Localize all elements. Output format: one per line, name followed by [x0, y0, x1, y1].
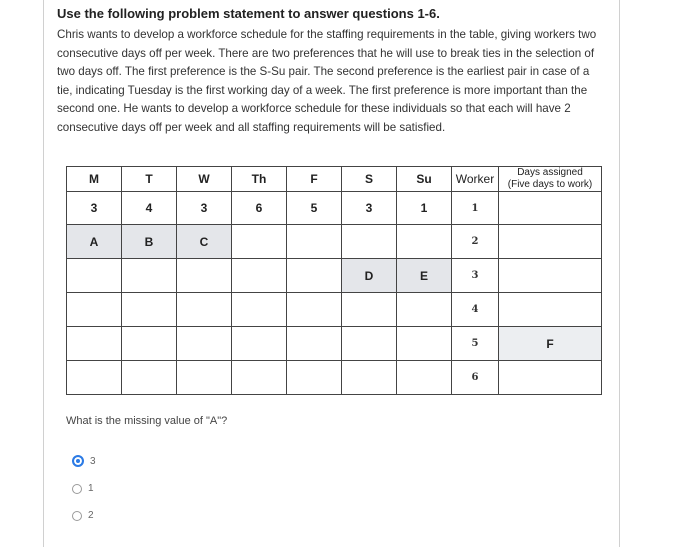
schedule-cell [342, 293, 397, 327]
days-assigned-cell [499, 225, 602, 259]
schedule-cell-c: C [177, 225, 232, 259]
days-assigned-cell [499, 293, 602, 327]
worker-number-cell: 3 [452, 259, 499, 293]
schedule-cell [122, 327, 177, 361]
schedule-cell-a: A [67, 225, 122, 259]
schedule-cell [122, 361, 177, 395]
schedule-table [66, 166, 602, 395]
answer-option-2[interactable] [72, 510, 94, 521]
schedule-cell [287, 293, 342, 327]
worker-number-cell: 6 [452, 361, 499, 395]
schedule-cell [177, 361, 232, 395]
schedule-cell [287, 361, 342, 395]
table-row [67, 293, 602, 327]
schedule-cell [177, 259, 232, 293]
schedule-cell [397, 361, 452, 395]
radio-icon[interactable] [72, 484, 82, 494]
schedule-cell [287, 225, 342, 259]
schedule-cell [342, 361, 397, 395]
problem-statement: Chris wants to develop a workforce schedule for the staffing requirements in the table, giving workers two consecutive days off per week. There are two preferences that he will use to break ties in the selection of two days off. The first preference is the S-Su pair. The second preference is the earliest pair in case of a tie, indicating Tuesday is the first working day of a week. The first preference is more important than the second one. He wants to develop a workforce schedule for these individuals so that each will have 2 consecutive days off per week and all staffing requirements will be satisfied. [57, 28, 597, 134]
schedule-cell [232, 361, 287, 395]
schedule-cell [232, 225, 287, 259]
days-assigned-cell [499, 259, 602, 293]
answer-option-label: 2 [88, 510, 94, 521]
schedule-cell [397, 327, 452, 361]
days-assigned-label: Days assigned [517, 167, 583, 178]
schedule-cell [342, 327, 397, 361]
question-text: What is the missing value of "A"? [66, 415, 228, 427]
schedule-cell-b: B [122, 225, 177, 259]
schedule-cell [177, 293, 232, 327]
schedule-cell-e: E [397, 259, 452, 293]
schedule-cell [232, 293, 287, 327]
schedule-cell [67, 327, 122, 361]
schedule-cell [397, 225, 452, 259]
days-assigned-cell-f: F [499, 327, 602, 361]
header-cell-th: Th [232, 167, 287, 192]
days-assigned-cell [499, 361, 602, 395]
header-cell-worker: Worker [452, 167, 499, 192]
schedule-cell [67, 361, 122, 395]
table-row [67, 361, 602, 395]
schedule-cell [122, 259, 177, 293]
header-cell-f: F [287, 167, 342, 192]
header-cell-t: T [122, 167, 177, 192]
table-row [67, 327, 602, 361]
table-row [67, 259, 602, 293]
schedule-cell [67, 259, 122, 293]
answer-option-label: 3 [90, 455, 96, 467]
table-row [67, 225, 602, 259]
answer-option-label: 1 [88, 483, 94, 494]
days-assigned-sublabel: (Five days to work) [507, 179, 593, 190]
header-cell-w: W [177, 167, 232, 192]
schedule-cell [177, 327, 232, 361]
worker-number-cell: 1 [452, 192, 499, 225]
schedule-cell [232, 259, 287, 293]
worker-number-cell: 2 [452, 225, 499, 259]
header-cell-s: S [342, 167, 397, 192]
radio-selected-icon[interactable] [72, 455, 84, 467]
schedule-cell [122, 293, 177, 327]
schedule-cell-d: D [342, 259, 397, 293]
header-cell-days-assigned [499, 167, 602, 192]
answer-option-1[interactable] [72, 483, 94, 494]
requirement-cell: 3 [67, 192, 122, 225]
answer-option-3[interactable] [72, 455, 96, 467]
requirement-cell: 1 [397, 192, 452, 225]
schedule-cell [67, 293, 122, 327]
requirement-cell: 6 [232, 192, 287, 225]
requirement-cell: 3 [177, 192, 232, 225]
schedule-cell [287, 327, 342, 361]
header-cell-su: Su [397, 167, 452, 192]
requirement-cell: 3 [342, 192, 397, 225]
worker-number-cell: 5 [452, 327, 499, 361]
schedule-cell [397, 293, 452, 327]
requirements-row [67, 192, 602, 225]
header-cell-m: M [67, 167, 122, 192]
schedule-cell [232, 327, 287, 361]
radio-icon[interactable] [72, 511, 82, 521]
days-assigned-cell [499, 192, 602, 225]
requirement-cell: 5 [287, 192, 342, 225]
schedule-cell [287, 259, 342, 293]
problem-heading: Use the following problem statement to answer questions 1-6. [57, 6, 440, 21]
worker-number-cell: 4 [452, 293, 499, 327]
schedule-cell [342, 225, 397, 259]
requirement-cell: 4 [122, 192, 177, 225]
table-header-row [67, 167, 602, 192]
